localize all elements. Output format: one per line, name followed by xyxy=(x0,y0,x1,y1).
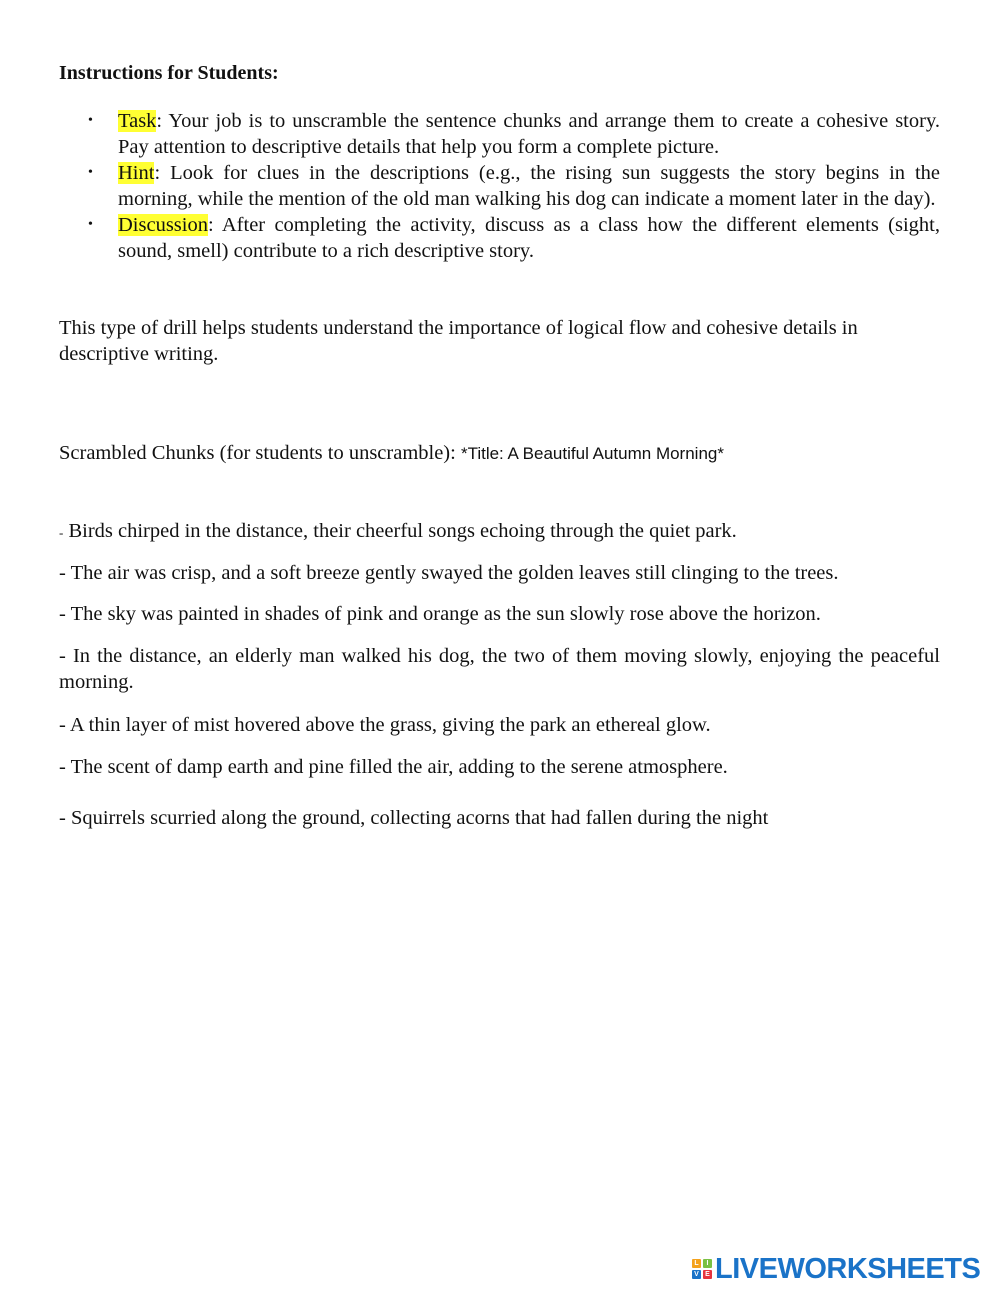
chunk-item xyxy=(59,754,940,780)
instruction-item-discussion xyxy=(59,212,940,264)
instructions-list xyxy=(59,108,940,264)
highlighted-label: Discussion xyxy=(118,214,208,236)
instruction-text: : After completing the activity, discuss as a class how the different elements (sight, sound, smell) contribute to a rich descriptive story. xyxy=(118,214,940,262)
logo-text: LIVEWORKSHEETS xyxy=(715,1253,981,1285)
logo-letter-l: L xyxy=(692,1259,701,1268)
chunk-dash: - xyxy=(59,525,64,540)
story-title: *Title: A Beautiful Autumn Morning* xyxy=(460,444,724,463)
liveworksheets-logo xyxy=(692,1254,980,1284)
scrambled-intro: Scrambled Chunks (for students to unscramble): xyxy=(59,442,461,464)
chunk-text: The sky was painted in shades of pink and orange as the sun slowly rose above the horizon. xyxy=(65,603,821,625)
chunk-dash: - xyxy=(59,603,66,625)
logo-letter-i: I xyxy=(703,1259,712,1268)
chunk-dash: - xyxy=(59,562,66,584)
bullet-icon: • xyxy=(88,165,93,180)
chunk-dash: - xyxy=(59,756,66,778)
summary-paragraph: This type of drill helps students understand the importance of logical flow and cohesive details in descriptive writing. xyxy=(59,317,858,365)
bullet-icon: • xyxy=(88,113,93,128)
logo-icon xyxy=(692,1259,712,1279)
logo-letter-v: V xyxy=(692,1270,701,1279)
chunk-text: Squirrels scurried along the ground, collecting acorns that had fallen during the night xyxy=(65,807,769,829)
chunk-item xyxy=(59,601,940,627)
chunk-item xyxy=(59,805,940,831)
chunk-item xyxy=(59,560,940,586)
chunk-item xyxy=(59,712,940,738)
bullet-icon: • xyxy=(88,217,93,232)
highlighted-label: Hint xyxy=(118,162,155,184)
chunk-text: The air was crisp, and a soft breeze gently swayed the golden leaves still clinging to the trees. xyxy=(65,562,839,584)
chunk-text: The scent of damp earth and pine filled the air, adding to the serene atmosphere. xyxy=(65,756,728,778)
instruction-item-hint xyxy=(59,160,940,212)
logo-letter-e: E xyxy=(703,1270,712,1279)
chunk-text: In the distance, an elderly man walked his dog, the two of them moving slowly, enjoying the peaceful morning. xyxy=(59,645,940,693)
chunk-dash: - xyxy=(59,645,66,667)
chunk-dash: - xyxy=(59,714,66,736)
chunk-text: Birds chirped in the distance, their cheerful songs echoing through the quiet park. xyxy=(63,520,737,542)
instructions-heading: Instructions for Students: xyxy=(59,62,279,84)
instruction-item-task xyxy=(59,108,940,160)
chunk-item xyxy=(59,518,940,546)
chunk-text: A thin layer of mist hovered above the grass, giving the park an ethereal glow. xyxy=(65,714,711,736)
highlighted-label: Task xyxy=(118,110,157,132)
chunk-dash: - xyxy=(59,807,66,829)
instruction-text: : Your job is to unscramble the sentence chunks and arrange them to create a cohesive story. Pay attention to descriptive details that help you form a complete picture. xyxy=(118,110,940,158)
instruction-text: : Look for clues in the descriptions (e.g., the rising sun suggests the story begins in the morning, while the mention of the old man walking his dog can indicate a moment later in the day). xyxy=(118,162,940,210)
scrambled-intro-line xyxy=(59,440,940,467)
chunk-item xyxy=(59,643,940,695)
